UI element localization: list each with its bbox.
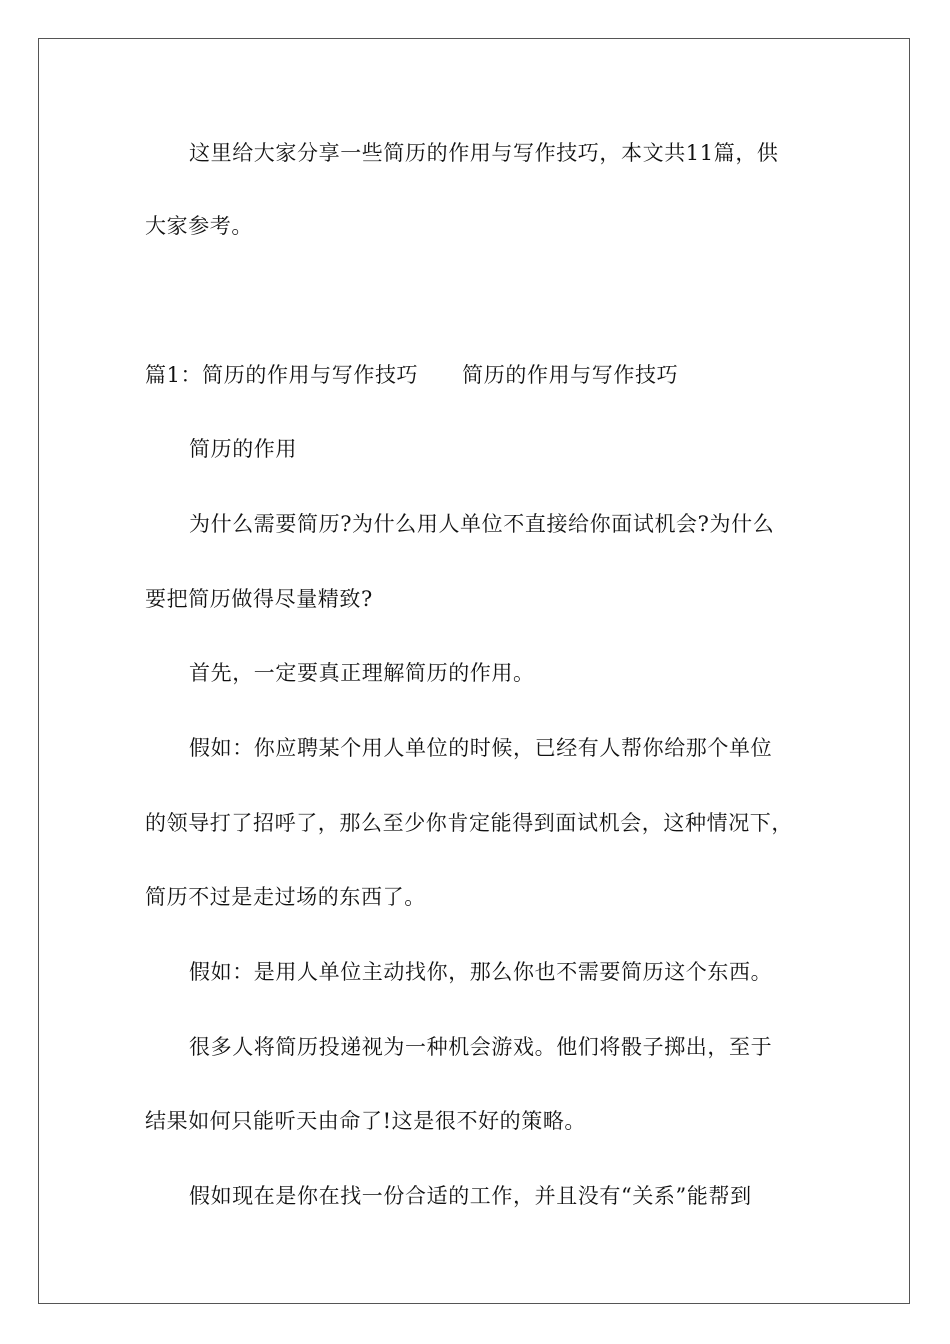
intro-line-1: 这里给大家分享一些简历的作用与写作技巧，本文共11篇，供 bbox=[189, 141, 779, 165]
paragraph-5-line-1: 很多人将简历投递视为一种机会游戏。他们将骰子掷出，至于 bbox=[189, 1035, 773, 1059]
subheading: 简历的作用 bbox=[189, 437, 297, 461]
paragraph-6-line-1: 假如现在是你在找一份合适的工作，并且没有“关系”能帮到 bbox=[189, 1184, 752, 1208]
paragraph-3-line-3: 简历不过是走过场的东西了。 bbox=[145, 885, 426, 909]
paragraph-3-line-2: 的领导打了招呼了，那么至少你肯定能得到面试机会，这种情况下， bbox=[145, 811, 793, 835]
paragraph-1-line-2: 要把简历做得尽量精致? bbox=[145, 587, 373, 611]
section-heading-prefix: 篇1：简历的作用与写作技巧 bbox=[145, 363, 419, 387]
section-heading bbox=[145, 361, 805, 389]
paragraph-1-line-1: 为什么需要简历?为什么用人单位不直接给你面试机会?为什么 bbox=[189, 512, 775, 536]
paragraph-4-line-1: 假如：是用人单位主动找你，那么你也不需要简历这个东西。 bbox=[189, 960, 773, 984]
section-heading-title: 简历的作用与写作技巧 bbox=[462, 363, 679, 387]
paragraph-3-line-1: 假如：你应聘某个用人单位的时候，已经有人帮你给那个单位 bbox=[189, 736, 773, 760]
paragraph-2-line-1: 首先，一定要真正理解简历的作用。 bbox=[189, 661, 535, 685]
paragraph-5-line-2: 结果如何只能听天由命了!这是很不好的策略。 bbox=[145, 1109, 587, 1133]
intro-line-2: 大家参考。 bbox=[145, 214, 253, 238]
